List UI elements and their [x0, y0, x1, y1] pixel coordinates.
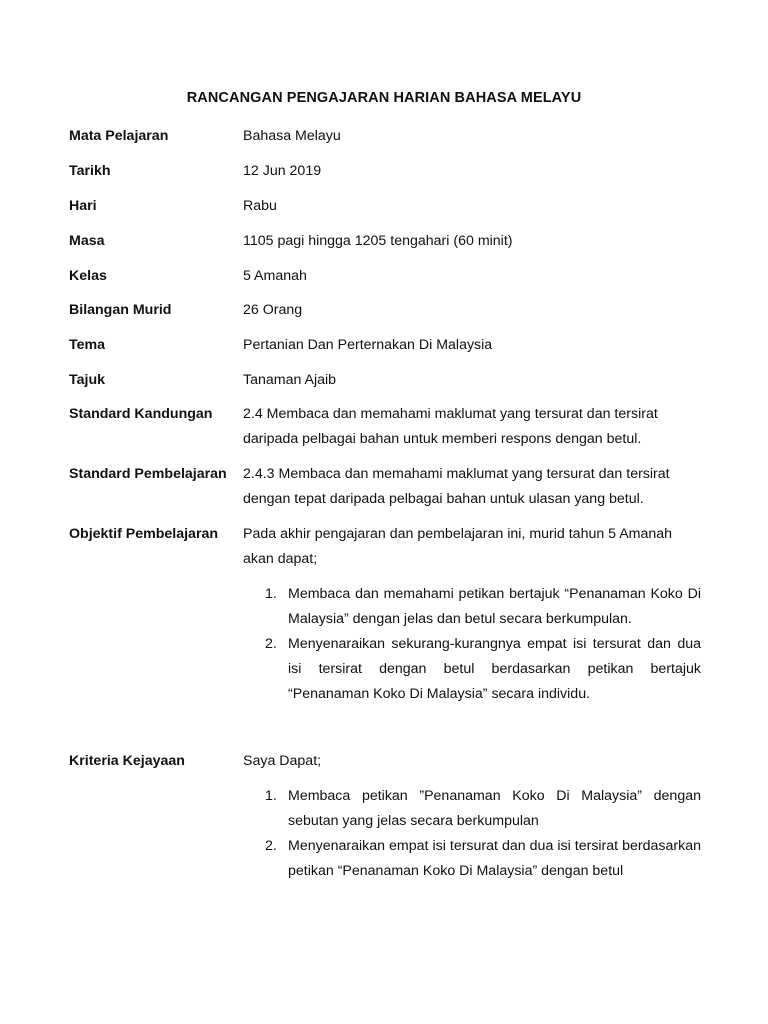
list-number: 1. — [265, 788, 277, 804]
field-label: Tema — [69, 337, 106, 353]
field-label: Masa — [69, 233, 105, 249]
field-label: Standard Kandungan — [69, 406, 213, 422]
field-label: Standard Pembelajaran — [69, 466, 227, 482]
list-item — [265, 784, 701, 834]
list-number: 2. — [265, 636, 277, 652]
field-value: Pertanian Dan Perternakan Di Malaysia — [243, 337, 493, 353]
field-label: Hari — [69, 198, 97, 214]
field-label: Mata Pelajaran — [69, 128, 169, 144]
field-label: Bilangan Murid — [69, 302, 172, 318]
field-value: Rabu — [243, 198, 277, 214]
field-value: 26 Orang — [243, 302, 303, 318]
field-value: 5 Amanah — [243, 268, 307, 284]
field-value: Pada akhir pengajaran dan pembelajaran ini, murid tahun 5 Amanah akan dapat; — [243, 526, 673, 567]
field-label: Tajuk — [69, 372, 106, 388]
field-value: Bahasa Melayu — [243, 128, 341, 144]
list-item-text: Membaca petikan ”Penanaman Koko Di Malaysia” dengan sebutan yang jelas secara berkumpulan — [288, 788, 701, 829]
kriteria-list — [265, 784, 701, 884]
field-label: Kelas — [69, 268, 107, 284]
list-number: 1. — [265, 586, 277, 602]
objektif-list — [265, 582, 701, 707]
field-value: 1105 pagi hingga 1205 tengahari (60 minit) — [243, 233, 513, 249]
list-item-text: Menyenaraikan sekurang-kurangnya empat isi tersurat dan dua isi tersirat dengan betul berdasarkan petikan bertajuk “Penanaman Koko Di Malaysia” secara individu. — [288, 636, 701, 702]
document-title: RANCANGAN PENGAJARAN HARIAN BAHASA MELAYU — [186, 90, 582, 106]
field-value: Saya Dapat; — [243, 753, 322, 769]
list-item — [265, 582, 701, 632]
field-label: Tarikh — [69, 163, 111, 179]
list-item — [265, 632, 701, 707]
field-label: Kriteria Kejayaan — [69, 753, 185, 769]
field-value: Tanaman Ajaib — [243, 372, 337, 388]
list-item — [265, 834, 701, 884]
list-item-text: Membaca dan memahami petikan bertajuk “Penanaman Koko Di Malaysia” dengan jelas dan betul secara berkumpulan. — [288, 586, 701, 627]
list-item-text: Menyenaraikan empat isi tersurat dan dua isi tersirat berdasarkan petikan “Penanaman Koko Di Malaysia” dengan betul — [288, 838, 701, 879]
field-value: 2.4.3 Membaca dan memahami maklumat yang tersurat dan tersirat dengan tepat daripada pelbagai bahan untuk ulasan yang betul. — [243, 466, 670, 507]
field-value: 2.4 Membaca dan memahami maklumat yang tersurat dan tersirat daripada pelbagai bahan untuk memberi respons dengan betul. — [243, 406, 658, 447]
field-value: 12 Jun 2019 — [243, 163, 322, 179]
field-label: Objektif Pembelajaran — [69, 526, 219, 542]
list-number: 2. — [265, 838, 277, 854]
